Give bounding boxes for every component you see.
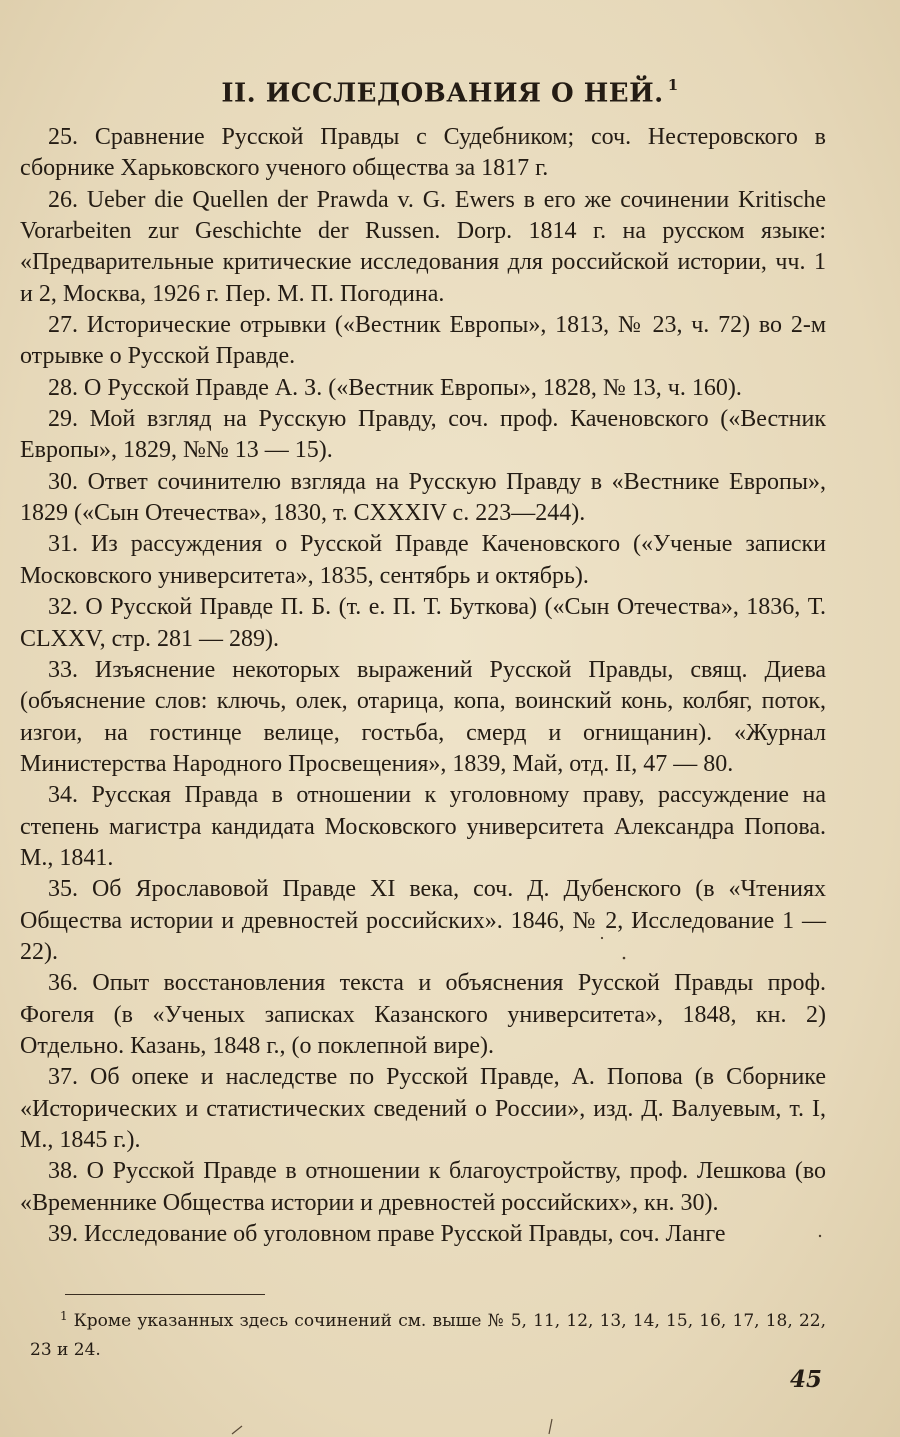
bibliography-entry-31: 31. Из рассуждения о Русской Правде Каченовского («Ученые записки Московского университета», 1835, сентябрь и октябрь). (20, 531, 826, 589)
bibliography-entry-33: 33. Изъяснение некоторых выражений Русской Правды, свящ. Диева (объяснение слов: ключь, олек, отарица, копа, воинский конь, колбяг, поток, изгои, на гостинце велице, гостьба, смерд и огнищанин). «Журнал Министерства Народного Просвещения», 1839, Май, отд. II, 47 — 80. (20, 656, 826, 777)
bibliography-entry-38: 38. О Русской Правде в отношении к благоустройству, проф. Лешкова (во «Временнике Общества истории и древностей российских», кн. 30). (20, 1158, 826, 1216)
section-title: II. ИССЛЕДОВАНИЯ О НЕЙ. (221, 78, 664, 109)
bibliography-entry-25: 25. Сравнение Русской Правды с Судебником; соч. Нестеровского в сборнике Харьковского ученого общества за 1817 г. (20, 124, 826, 182)
bibliography-entry-34: 34. Русская Правда в отношении к уголовному праву, рассуждение на степень магистра кандидата Московского университета Александра Попова. М., 1841. (20, 782, 826, 871)
bibliography-entry-29: 29. Мой взгляд на Русскую Правду, соч. проф. Каченовского («Вестник Европы», 1829, №№ 13 — 15). (20, 406, 826, 464)
bibliography-entry-27: 27. Исторические отрывки («Вестник Европы», 1813, № 23, ч. 72) во 2-м отрывке о Русской Правде. (20, 312, 826, 370)
footnote-text: Кроме указанных здесь сочинений см. выше № 5, 11, 12, 13, 14, 15, 16, 17, 18, 22, 23 и 24. (30, 1311, 826, 1360)
footnote-marker: 1 (60, 1309, 68, 1323)
footnote-divider (65, 1294, 265, 1295)
bibliography-entry-36: 36. Опыт восстановления текста и объяснения Русской Правды проф. Фогеля (в «Ученых записках Казанского университета», 1848, кн. 2) Отдельно. Казань, 1848 г., (о поклепной вире). (20, 970, 826, 1059)
bibliography-entry-37: 37. Об опеке и наследстве по Русской Правде, А. Попова (в Сборнике «Исторических и статистических сведений о России», изд. Д. Валуевым, т. I, М., 1845 г.). (20, 1064, 826, 1153)
bibliography-entry-26: 26. Ueber die Quellen der Prawda v. G. Ewers в его же сочинении Kritische Vorarbeiten zur Geschichte der Russen. Dorp. 1814 г. на русском языке: «Предварительные критические исследования для российской истории, чч. 1 и 2, Москва, 1926 г. Пер. М. П. Погодина. (20, 186, 826, 307)
heading-footnote-marker: 1 (667, 76, 679, 94)
bibliography-entry-35: 35. Об Ярославовой Правде XI века, соч. Д. Дубенского (в «Чтениях Общества истории и древностей российских». 1846, № 2, Исследование 1 — 22). (20, 876, 826, 965)
section-heading (0, 78, 900, 109)
bibliography-entry-30: 30. Ответ сочинителю взгляда на Русскую Правду в «Вестнике Европы», 1829 («Сын Отечества», 1830, т. CXXXIV с. 223—244). (20, 468, 826, 527)
bibliography-entry-39: 39. Исследование об уголовном праве Русской Правды, соч. Ланге (48, 1221, 726, 1248)
bibliography-entry-32: 32. О Русской Правде П. Б. (т. е. П. Т. Буткова) («Сын Отечества», 1836, Т. CLXXV, стр. 281 — 289). (20, 594, 826, 652)
page-number: 45 (790, 1366, 823, 1393)
footnote (30, 1307, 826, 1364)
bibliography-list (20, 122, 826, 1250)
bibliography-entry-28: 28. О Русской Правде А. З. («Вестник Европы», 1828, № 13, ч. 160). (48, 374, 742, 401)
